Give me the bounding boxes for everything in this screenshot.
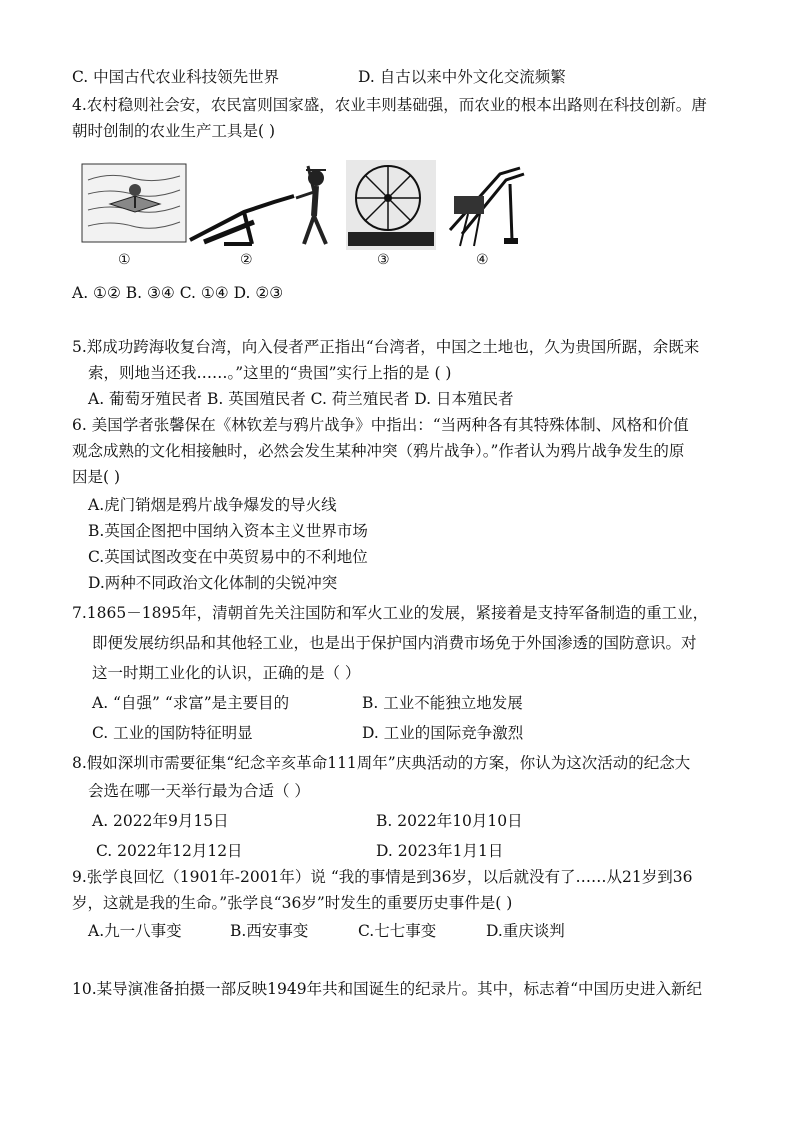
question-9-option-b: B.西安事变 <box>230 922 309 940</box>
question-8-stem-1: 8.假如深圳市需要征集“纪念辛亥革命111周年”庆典活动的方案，你认为这次活动的纪念大 <box>72 754 691 772</box>
question-4-stem-2: 朝时创制的农业生产工具是( ) <box>72 122 276 140</box>
tool-label-3: ③ <box>377 252 390 268</box>
tool-image-3 <box>346 160 436 250</box>
question-9-option-a: A.九一八事变 <box>88 922 182 940</box>
question-6-option-a: A.虎门销烟是鸦片战争爆发的导火线 <box>88 496 337 514</box>
tool-image-1 <box>80 160 190 246</box>
question-5-stem-2: 索，则地当还我……。”这里的“贵国”实行上指的是 ( ) <box>88 364 452 382</box>
tool-image-4 <box>440 160 530 250</box>
question-8-option-b: B. 2022年10月10日 <box>376 812 523 830</box>
question-8-stem-2: 会选在哪一天举行最为合适（ ） <box>88 782 310 800</box>
question-4-stem-1: 4.农村稳则社会安，农民富则国家盛，农业丰则基础强，而农业的根本出路则在科技创新。唐 <box>72 96 707 114</box>
question-8-option-c: C. 2022年12月12日 <box>96 842 243 860</box>
question-6-stem-1: 6. 美国学者张馨保在《林钦差与鸦片战争》中指出：“当两种各有其特殊体制、风格和价值 <box>72 416 689 434</box>
tool-image-2 <box>184 160 354 250</box>
question-7-stem-2: 即便发展纺织品和其他轻工业，也是出于保护国内消费市场免于外国渗透的国防意识。对 <box>92 634 697 652</box>
question-10-stem-1: 10.某导演准备拍摄一部反映1949年共和国诞生的纪录片。其中，标志着“中国历史进入新纪 <box>72 980 703 998</box>
tool-label-2: ② <box>240 252 253 268</box>
question-6-stem-2: 观念成熟的文化相接触时，必然会发生某种冲突（鸦片战争）。”作者认为鸦片战争发生的原 <box>72 442 685 460</box>
question-7-option-a: A. “自强” “求富”是主要目的 <box>92 694 290 712</box>
question-9-stem-1: 9.张学良回忆（1901年-2001年）说 “我的事情是到36岁，以后就没有了……从21岁到36 <box>72 868 693 886</box>
question-7-stem-3: 这一时期工业化的认识，正确的是（ ） <box>92 664 361 682</box>
question-7-option-c: C. 工业的国防特征明显 <box>92 724 253 742</box>
question-9-option-d: D.重庆谈判 <box>486 922 565 940</box>
line-q3-option-c: C. 中国古代农业科技领先世界 <box>72 68 280 86</box>
question-7-option-d: D. 工业的国际竞争激烈 <box>362 724 524 742</box>
question-7-option-b: B. 工业不能独立地发展 <box>362 694 523 712</box>
question-5-options: A. 葡萄牙殖民者 B. 英国殖民者 C. 荷兰殖民者 D. 日本殖民者 <box>88 390 514 408</box>
question-8-option-a: A. 2022年9月15日 <box>92 812 229 830</box>
question-6-option-d: D.两种不同政治文化体制的尖锐冲突 <box>88 574 338 592</box>
question-8-option-d: D. 2023年1月1日 <box>376 842 504 860</box>
question-5-stem-1: 5.郑成功跨海收复台湾，向入侵者严正指出“台湾者，中国之土地也，久为贵国所踞，余既来 <box>72 338 700 356</box>
question-4-options: A. ①② B. ③④ C. ①④ D. ②③ <box>72 284 284 302</box>
question-9-option-c: C.七七事变 <box>358 922 437 940</box>
tool-label-4: ④ <box>476 252 489 268</box>
question-9-stem-2: 岁，这就是我的生命。”张学良“36岁”时发生的重要历史事件是( ) <box>72 894 513 912</box>
question-7-stem-1: 7.1865－1895年，清朝首先关注国防和军火工业的发展，紧接着是支持军备制造的重工业， <box>72 604 709 622</box>
farm-tools-figure <box>72 160 530 272</box>
question-6-stem-3: 因是( ) <box>72 468 121 486</box>
question-6-option-b: B.英国企图把中国纳入资本主义世界市场 <box>88 522 368 540</box>
tool-label-1: ① <box>118 252 131 268</box>
question-6-option-c: C.英国试图改变在中英贸易中的不利地位 <box>88 548 368 566</box>
line-q3-option-d: D. 自古以来中外文化交流频繁 <box>358 68 566 86</box>
